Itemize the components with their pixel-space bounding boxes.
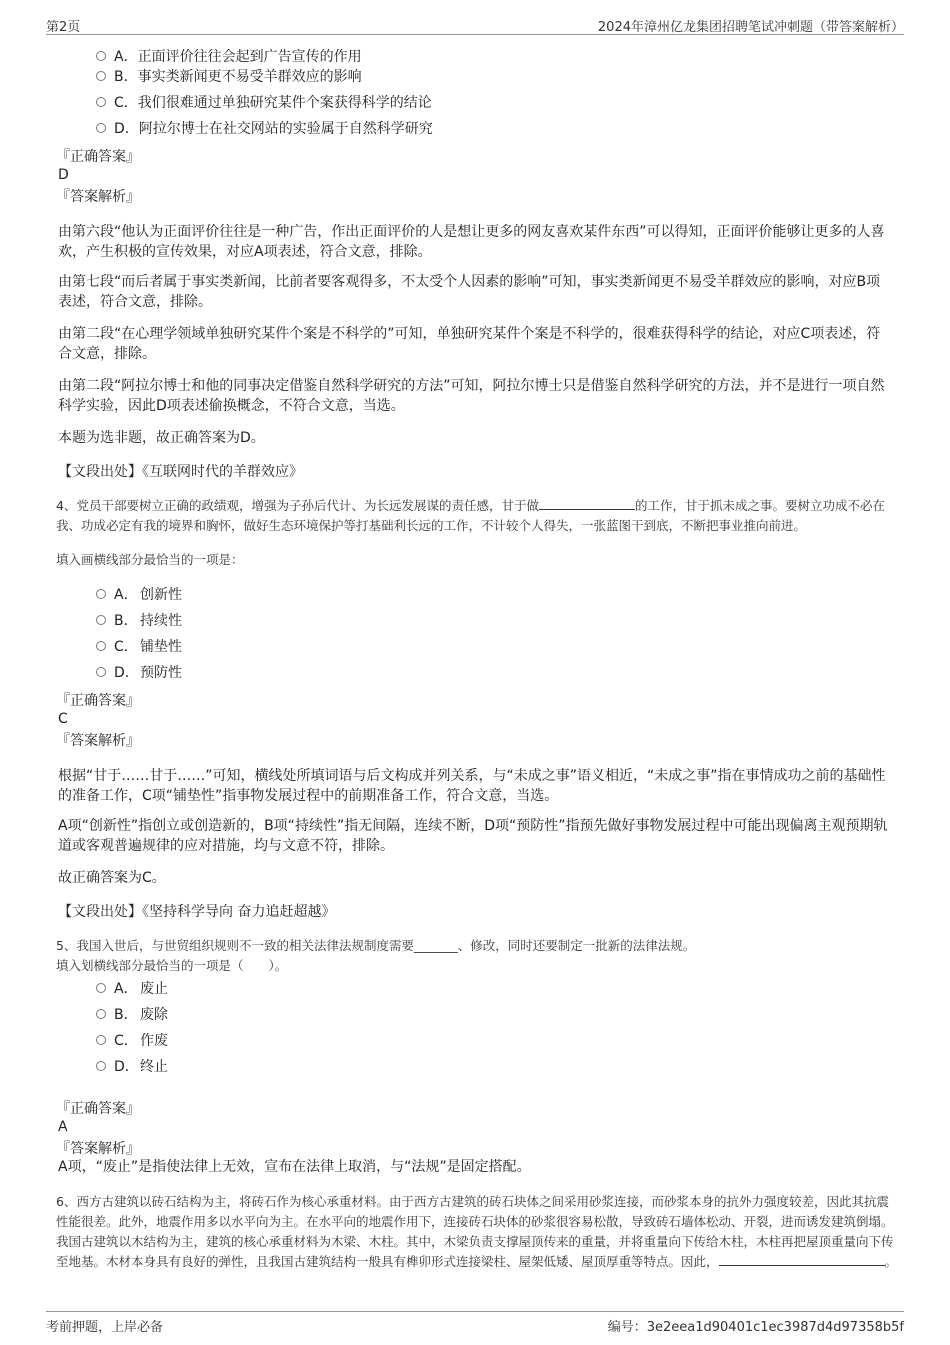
q4-blank [539,496,635,510]
radio-icon[interactable] [96,51,106,61]
q5-option-d[interactable]: D．终止 [96,1058,168,1076]
radio-icon[interactable] [96,1061,106,1071]
document-id: 编号：3e2eea1d90401c1ec3987d4d97358b5f [607,1320,904,1335]
q3-analysis-label: 『答案解析』 [56,189,140,205]
q4-answer: C [58,711,68,727]
q4-answer-label: 『正确答案』 [56,693,140,709]
q5-stem: 5、我国入世后，与世贸组织规则不一致的相关法律法规制度需要_______、修改，同时还要制定一批新的法律法规。 [56,938,696,953]
q4-source: 【文段出处】《坚持科学导向 奋力追赶超越》 [58,904,336,920]
document-title: 2024年漳州亿龙集团招聘笔试冲刺题（带答案解析） [597,20,904,35]
q4-analysis-label: 『答案解析』 [56,733,140,749]
q3-answer-label: 『正确答案』 [56,149,140,165]
q4-option-d[interactable]: D．预防性 [96,664,182,682]
q4-analysis-conclusion: 故正确答案为C。 [58,870,166,886]
footer-slogan: 考前押题，上岸必备 [46,1320,164,1335]
radio-icon[interactable] [96,641,106,651]
q3-option-c[interactable]: C．我们很难通过单独研究某件个案获得科学的结论 [96,94,432,112]
q5-prompt: 填入划横线部分最恰当的一项是（ ）。 [56,958,288,973]
radio-icon[interactable] [96,123,106,133]
radio-icon[interactable] [96,983,106,993]
page-number: 第2页 [46,20,81,35]
q3-option-d[interactable]: D．阿拉尔博士在社交网站的实验属于自然科学研究 [96,120,433,138]
radio-icon[interactable] [96,589,106,599]
q5-option-a[interactable]: A． 废止 [96,980,168,998]
q3-analysis-paragraph: 由第二段“在心理学领域单独研究某件个案是不科学的”可知，单独研究某件个案是不科学的，很难获得科学的结论，对应C项表述，符合文意，排除。 [58,326,881,362]
q3-option-b[interactable]: B．事实类新闻更不易受羊群效应的影响 [96,68,362,86]
q3-source: 【文段出处】《互联网时代的羊群效应》 [58,464,303,480]
q3-analysis-paragraph: 由第二段“阿拉尔博士和他的同事决定借鉴自然科学研究的方法”可知，阿拉尔博士只是借鉴自然科学研究的方法，并不是进行一项自然科学实验，因此D项表述偷换概念，不符合文意，当选。 [58,378,885,414]
q3-option-a[interactable]: A．正面评价往往会起到广告宣传的作用 [96,48,362,66]
page-header [46,14,904,35]
q6-stem: 6、西方古建筑以砖石结构为主，将砖石作为核心承重材料。由于西方古建筑的砖石块体之间采用砂浆连接，而砂浆本身的抗外力强度较差，因此其抗震性能很差。此外，地震作用多以水平向为主。在水平向的地震作用下，连接砖石块体的砂浆很容易松散，导致砖石墙体松动、开裂，进而诱发建筑倒塌。我国古建筑以木结构为主，建筑的核心承重材料为木梁、木柱。其中，木梁负责支撑屋顶传来的重量，并将重量向下传给木柱，木柱再把屋顶重量向下传至地基。木材本身具有良好的弹性，且我国古建筑结构一般具有榫卯形式连接梁柱、屋架低矮、屋顶厚重等特点。因此， 。 [56,1194,898,1269]
radio-icon[interactable] [96,1035,106,1045]
q3-analysis-paragraph: 由第六段“他认为正面评价往往是一种广告，作出正面评价的人是想让更多的网友喜欢某件东西”可以得知，正面评价能够让更多的人喜欢，产生积极的宣传效果，对应A项表述，符合文意，排除。 [58,224,885,260]
page-footer [46,1311,904,1336]
q3-answer: D [58,167,69,183]
q4-stem: 4、党员干部要树立正确的政绩观，增强为子孙后代计、为长远发展谋的责任感，甘于做 的工作，甘于抓未成之事。要树立功成不必在我、功成必定有我的境界和胸怀，做好生态环境保护等打基础利长远的工作，不计较个人得失，一张蓝图干到底，不断把事业推向前进。 [56,498,885,533]
radio-icon[interactable] [96,1009,106,1019]
q5-answer-label: 『正确答案』 [56,1101,140,1117]
q5-option-b[interactable]: B． 废除 [96,1006,168,1024]
q4-option-a[interactable]: A． 创新性 [96,586,182,604]
q5-analysis-label: 『答案解析』 [56,1141,140,1157]
q4-option-c[interactable]: C． 铺垫性 [96,638,182,656]
q5-analysis: A项，“废止”是指使法律上无效，宣布在法律上取消，与“法规”是固定搭配。 [58,1159,531,1175]
q4-analysis-paragraph: A项“创新性”指创立或创造新的，B项“持续性”指无间隔，连续不断，D项“预防性”指预先做好事物发展过程中可能出现偏离主观预期轨道或客观普遍规律的应对措施，均与文意不符，排除。 [58,818,888,854]
radio-icon[interactable] [96,71,106,81]
q4-analysis-paragraph: 根据“甘于……甘于……”可知，横线处所填词语与后文构成并列关系，与“未成之事”语义相近，“未成之事”指在事情成功之前的基础性的准备工作，C项“铺垫性”指事物发展过程中的前期准备工作，符合文意，当选。 [58,768,886,804]
q3-analysis-conclusion: 本题为选非题，故正确答案为D。 [58,430,265,446]
radio-icon[interactable] [96,667,106,677]
q3-analysis-paragraph: 由第七段“而后者属于事实类新闻，比前者要客观得多，不太受个人因素的影响”可知，事实类新闻更不易受羊群效应的影响，对应B项表述，符合文意，排除。 [58,274,881,310]
q5-answer: A [58,1119,68,1135]
q6-blank [719,1252,885,1266]
q5-option-c[interactable]: C． 作废 [96,1032,168,1050]
radio-icon[interactable] [96,615,106,625]
q4-prompt: 填入画横线部分最恰当的一项是： [56,552,244,567]
radio-icon[interactable] [96,97,106,107]
q4-option-b[interactable]: B． 持续性 [96,612,182,630]
